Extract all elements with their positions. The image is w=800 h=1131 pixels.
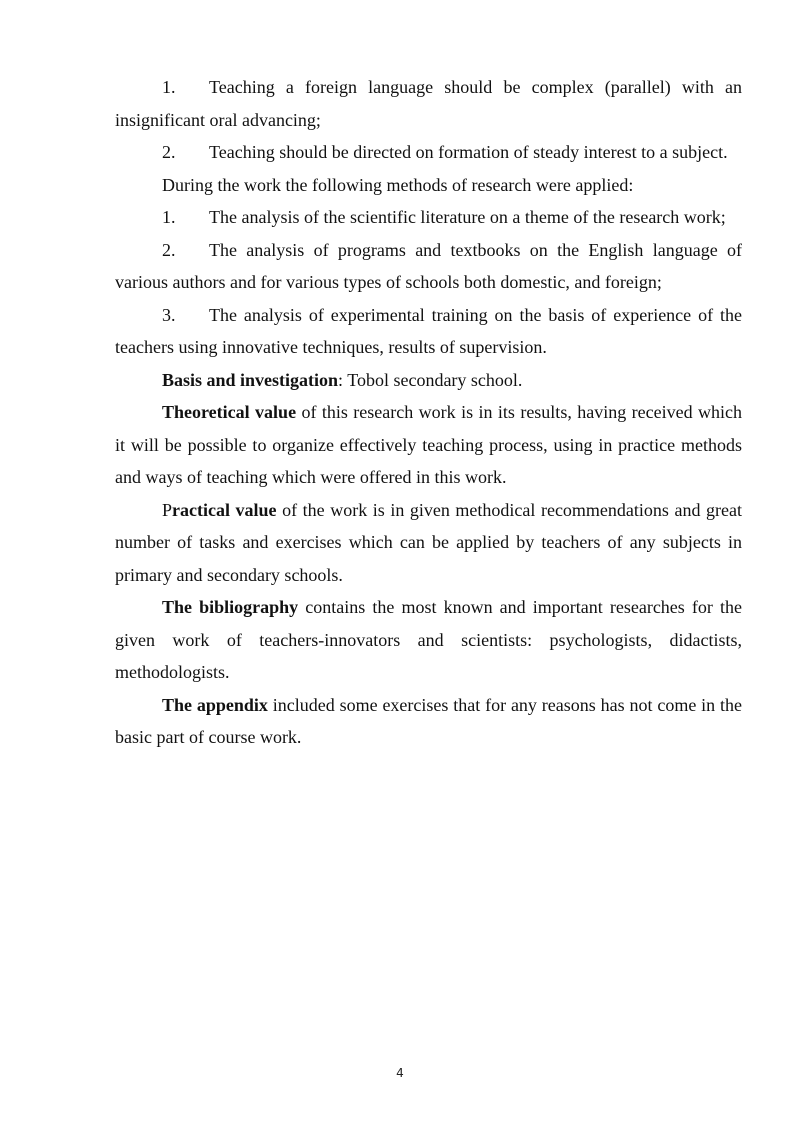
list-item [115, 234, 742, 299]
item-text: The analysis of experimental training on the basis of experience of the teachers using innovative techniques, results of supervision. [115, 304, 742, 357]
list-item [115, 299, 742, 364]
bibliography-paragraph [115, 591, 742, 689]
basis-label: Basis and investigation [162, 369, 339, 390]
appendix-paragraph [115, 689, 742, 754]
item-number: 2. [162, 142, 176, 162]
basis-text: : Tobol secondary school. [338, 369, 523, 390]
page-number: 4 [396, 1066, 404, 1080]
item-number: 1. [162, 77, 176, 97]
item-number: 1. [162, 207, 176, 227]
item-text: Teaching a foreign language should be complex (parallel) with an insignificant oral advancing; [115, 77, 742, 130]
practical-value-paragraph [115, 494, 742, 592]
methods-intro: During the work the following methods of research were applied: [162, 174, 634, 195]
appendix-text: included some exercises that for any reasons has not come in the basic part of course work. [115, 694, 743, 747]
practical-value-text: of the work is in given methodical recommendations and great number of tasks and exercises which can be applied by teachers of any subjects in primary and secondary schools. [115, 499, 742, 585]
theoretical-value-paragraph [115, 396, 742, 494]
item-text: The analysis of the scientific literature on a theme of the research work; [209, 207, 726, 227]
bibliography-label: The bibliography [162, 597, 299, 617]
practical-value-label: ractical value [172, 499, 277, 520]
item-number: 3. [162, 304, 176, 325]
item-number: 2. [162, 239, 176, 260]
item-text: Teaching should be directed on formation of steady interest to a subject. [209, 142, 728, 162]
bibliography-text: contains the most known and important researches for the given work of teachers-innovators and scientists: psychologists, didactists, methodologists. [115, 597, 742, 682]
list-item [115, 201, 742, 234]
theoretical-value-text: of this research work is in its results, having received which it will be possible to organize effectively teaching process, using in practice methods and ways of teaching which were offered in this work. [115, 402, 742, 487]
theoretical-value-label: Theoretical value [162, 402, 297, 422]
list-item [115, 136, 742, 169]
appendix-label: The appendix [162, 694, 268, 715]
basis-paragraph [115, 364, 742, 397]
practical-value-initial: P [162, 499, 173, 520]
page-body [115, 71, 742, 754]
item-text: The analysis of programs and textbooks on the English language of various authors and for various types of schools both domestic, and foreign; [115, 239, 742, 292]
list-item [115, 71, 742, 136]
